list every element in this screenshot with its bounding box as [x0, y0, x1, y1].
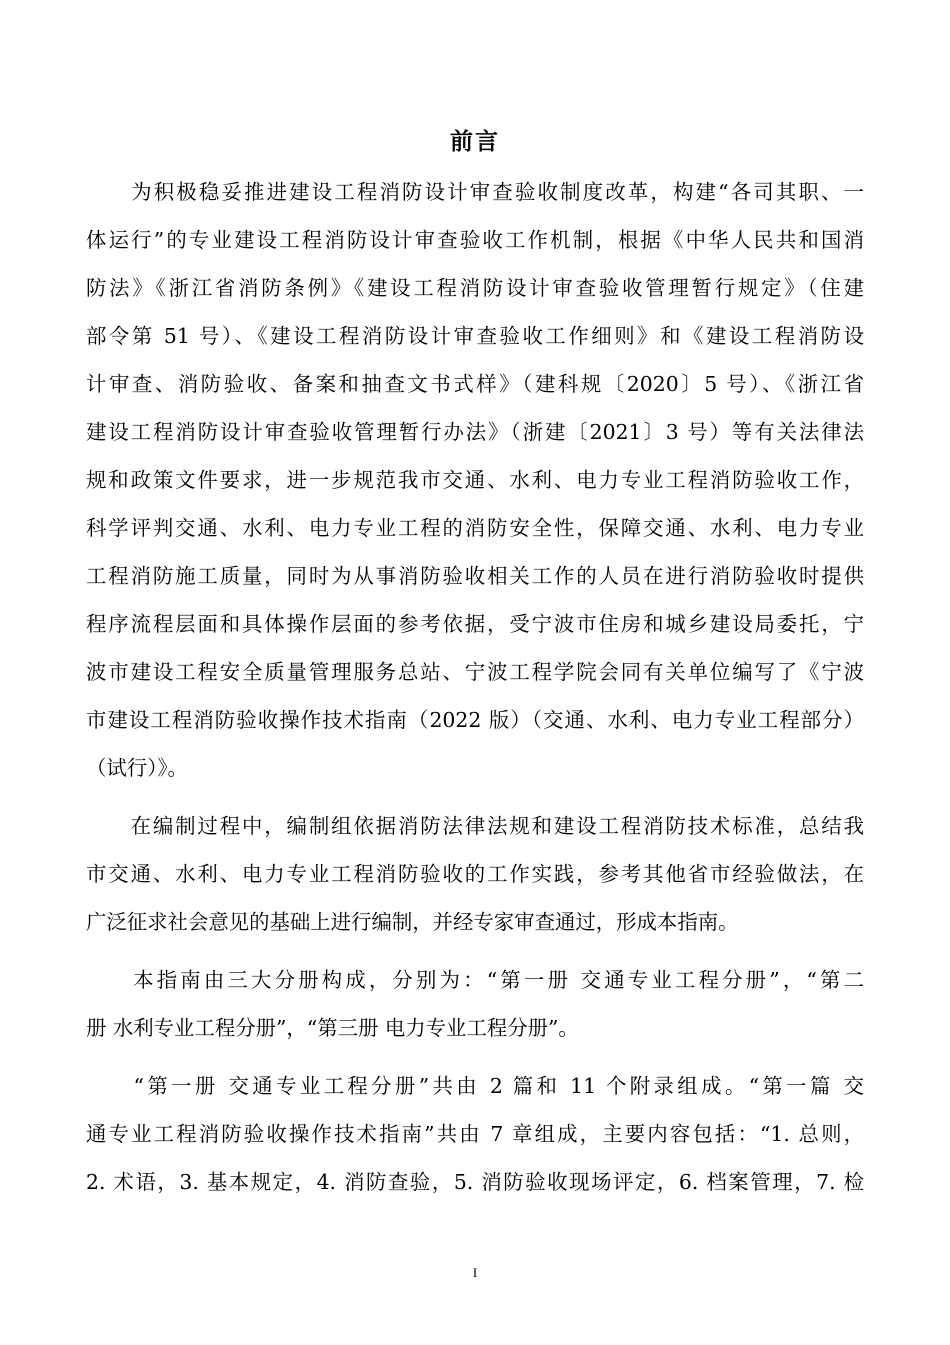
text-line: 规和政策文件要求，进一步规范我市交通、水利、电力专业工程消防验收工作，: [86, 468, 864, 492]
page-number: I: [472, 1265, 478, 1280]
text-line: 计审查、消防验收、备案和抽查文书式样》（建科规〔2020〕5 号）、《浙江省: [86, 372, 864, 396]
paragraph-2: [86, 802, 864, 946]
text-line: “第一册 交通专业工程分册”共由 2 篇和 11 个附录组成。“第一篇 交: [86, 1074, 864, 1098]
text-line: 程序流程层面和具体操作层面的参考依据，受宁波市住房和城乡建设局委托，宁: [86, 612, 864, 636]
text-line: 2. 术语，3. 基本规定，4. 消防查验，5. 消防验收现场评定，6. 档案管理，7. 检: [86, 1170, 864, 1194]
text-line: 本指南由三大分册构成，分别为：“第一册 交通专业工程分册”，“第二: [86, 968, 864, 992]
text-line: （试行）》。: [86, 756, 188, 780]
text-line: 体运行”的专业建设工程消防设计审查验收工作机制，根据《中华人民共和国消: [86, 228, 864, 252]
paragraph-4: [86, 1062, 864, 1206]
text-line: 通专业工程消防验收操作技术指南”共由 7 章组成，主要内容包括：“1. 总则，: [86, 1122, 864, 1146]
text-line: 防法》《浙江省消防条例》《建设工程消防设计审查验收管理暂行规定》（住建: [86, 276, 864, 300]
text-line: 建设工程消防设计审查验收管理暂行办法》（浙建〔2021〕3 号）等有关法律法: [86, 420, 864, 444]
text-line: 市建设工程消防验收操作技术指南（2022 版）（交通、水利、电力专业工程部分）: [86, 708, 864, 732]
document-body: [86, 168, 864, 1206]
text-line: 部令第 51 号）、《建设工程消防设计审查验收工作细则》和《建设工程消防设: [86, 324, 864, 348]
text-line: 册 水利专业工程分册”，“第三册 电力专业工程分册”。: [86, 1016, 579, 1040]
text-line: 科学评判交通、水利、电力专业工程的消防安全性，保障交通、水利、电力专业: [86, 516, 864, 540]
paragraph-gap: [86, 792, 864, 802]
paragraph-3: [86, 956, 864, 1052]
paragraph-gap: [86, 946, 864, 956]
text-line: 为积极稳妥推进建设工程消防设计审查验收制度改革，构建“各司其职、一: [86, 180, 864, 204]
text-line: 波市建设工程安全质量管理服务总站、宁波工程学院会同有关单位编写了《宁波: [86, 660, 864, 684]
text-line: 在编制过程中，编制组依据消防法律法规和建设工程消防技术标准，总结我: [86, 814, 864, 838]
paragraph-1: [86, 168, 864, 792]
page-title: 前言: [450, 128, 500, 155]
text-line: 工程消防施工质量，同时为从事消防验收相关工作的人员在进行消防验收时提供: [86, 564, 864, 588]
text-line: 市交通、水利、电力专业工程消防验收的工作实践，参考其他省市经验做法，在: [86, 862, 864, 886]
text-line: 广泛征求社会意见的基础上进行编制，并经专家审查通过，形成本指南。: [86, 910, 739, 934]
paragraph-gap: [86, 1052, 864, 1062]
